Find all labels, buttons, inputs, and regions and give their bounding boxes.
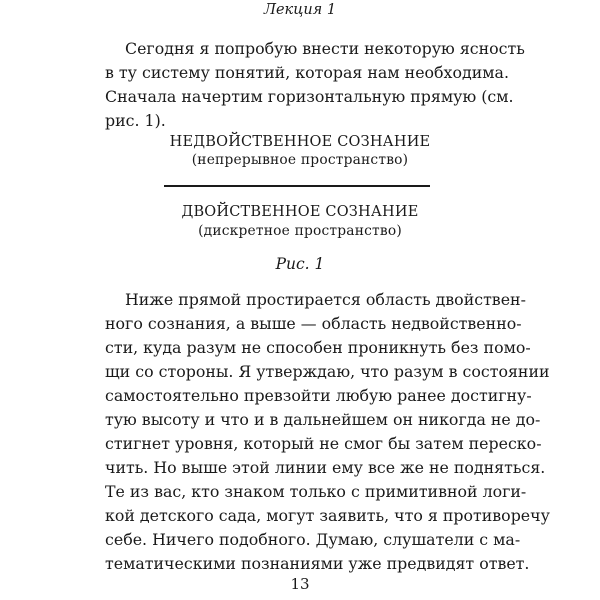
text-line: в ту систему понятий, которая нам необходима. <box>105 63 509 82</box>
running-head: Лекция 1 <box>263 2 337 18</box>
lower-region-label: ДВОЙСТВЕННОЕ СОЗНАНИЕ <box>181 204 419 220</box>
page-number: 13 <box>290 575 310 593</box>
text-line: тематическими познаниями уже предвидят ответ. <box>105 554 530 573</box>
text-line: себе. Ничего подобного. Думаю, слушатели с ма- <box>105 530 521 549</box>
figure-caption: Рис. 1 <box>275 255 325 273</box>
text-line: ного сознания, а выше — область недвойственно- <box>105 314 522 333</box>
text-line: тую высоту и что и в дальнейшем он никогда не до- <box>105 410 541 429</box>
text-line: кой детского сада, могут заявить, что я противоречу <box>105 506 550 525</box>
text-line: чить. Но выше этой линии ему все же не подняться. <box>105 458 546 477</box>
text-line: Ниже прямой простирается область двойствен- <box>125 290 526 309</box>
body-paragraph <box>105 288 550 576</box>
upper-region-sublabel: (непрерывное пространство) <box>191 152 409 168</box>
text-line: сти, куда разум не способен проникнуть без помо- <box>105 338 531 357</box>
text-line: рис. 1). <box>105 111 166 130</box>
text-line: стигнет уровня, который не смог бы затем переско- <box>105 434 542 453</box>
text-line: Сначала начертим горизонтальную прямую (см. <box>105 87 514 106</box>
text-line: Те из вас, кто знаком только с примитивной логи- <box>105 482 527 501</box>
upper-region-label: НЕДВОЙСТВЕННОЕ СОЗНАНИЕ <box>169 134 431 150</box>
text-line: щи со стороны. Я утверждаю, что разум в состоянии <box>105 362 550 381</box>
text-line: Сегодня я попробую внести некоторую ясность <box>125 39 525 58</box>
intro-paragraph <box>105 37 525 133</box>
dividing-line <box>164 185 430 187</box>
text-line: самостоятельно превзойти любую ранее достигну- <box>105 386 532 405</box>
lower-region-sublabel: (дискретное пространство) <box>198 223 402 239</box>
